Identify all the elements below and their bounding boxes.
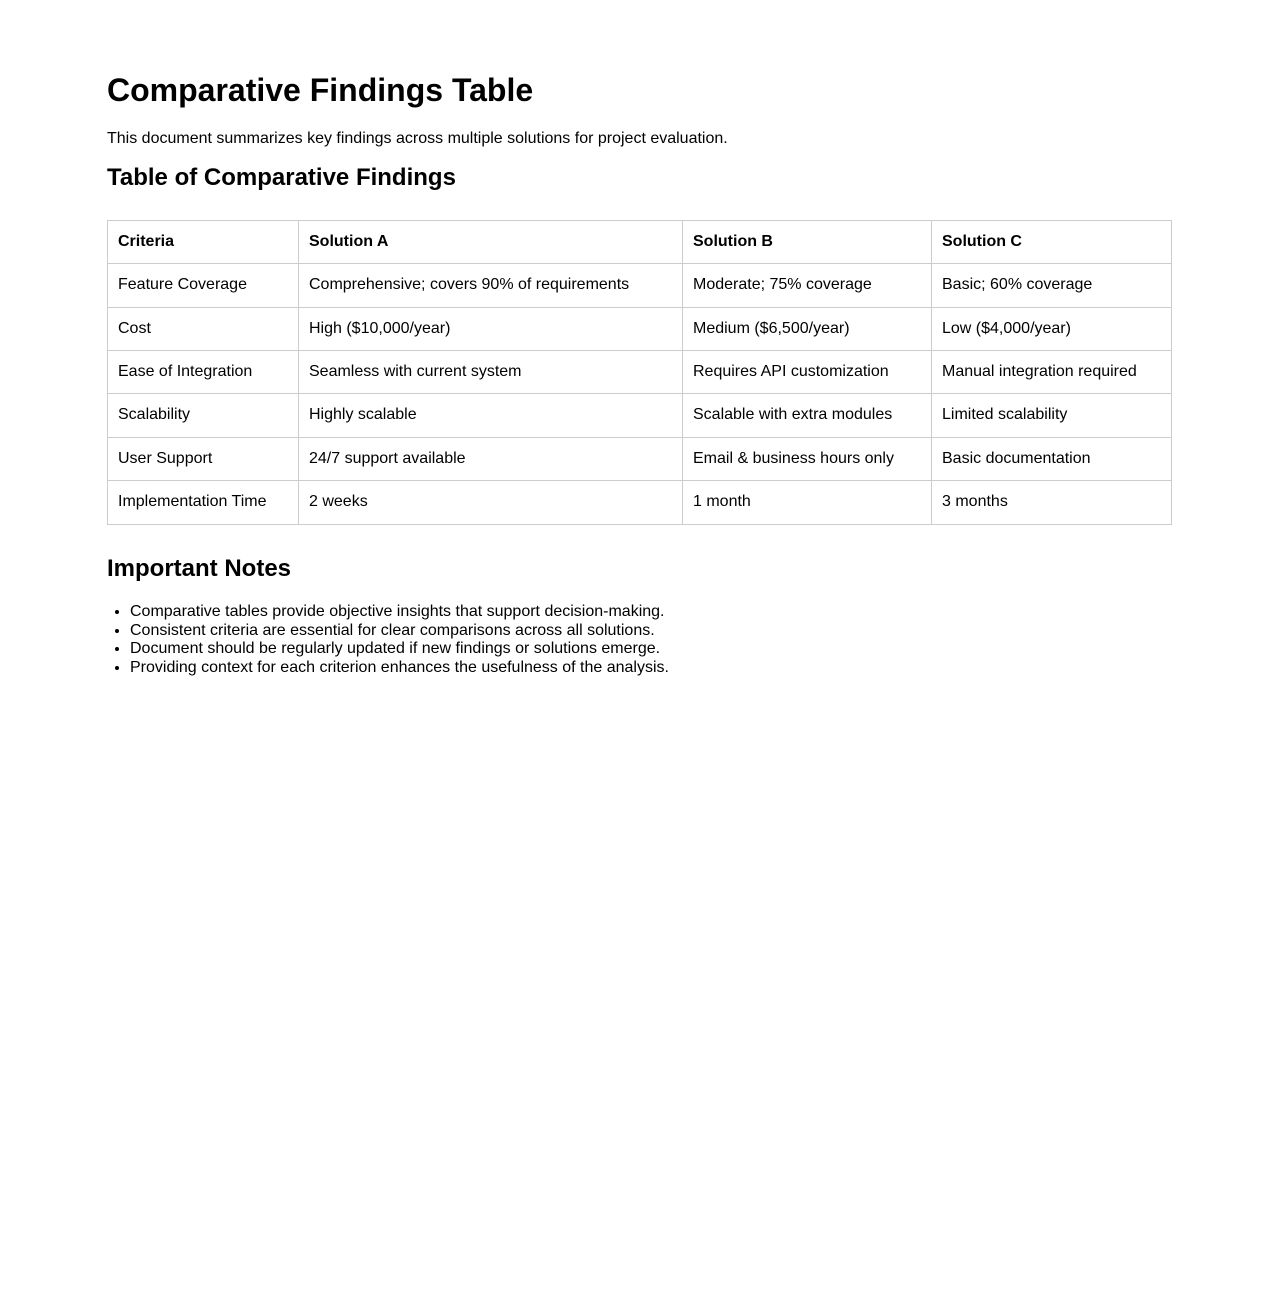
- value-cell: Highly scalable: [299, 394, 683, 437]
- table-column-header: Criteria: [108, 220, 299, 263]
- table-row: [108, 481, 1172, 524]
- value-cell: Seamless with current system: [299, 350, 683, 393]
- table-header-row: [108, 220, 1172, 263]
- criteria-cell: Scalability: [108, 394, 299, 437]
- note-item: • Comparative tables provide objective insights that support decision-making.: [130, 603, 1171, 622]
- value-cell: 24/7 support available: [299, 437, 683, 480]
- value-cell: Low ($4,000/year): [932, 307, 1172, 350]
- table-row: [108, 394, 1172, 437]
- value-cell: Basic documentation: [932, 437, 1172, 480]
- value-cell: 1 month: [683, 481, 932, 524]
- note-item: • Providing context for each criterion enhances the usefulness of the analysis.: [130, 659, 1171, 678]
- value-cell: Scalable with extra modules: [683, 394, 932, 437]
- intro-text: This document summarizes key findings across multiple solutions for project evaluation.: [107, 129, 728, 147]
- notes-list: [107, 603, 1171, 677]
- value-cell: Medium ($6,500/year): [683, 307, 932, 350]
- value-cell: Limited scalability: [932, 394, 1172, 437]
- criteria-cell: User Support: [108, 437, 299, 480]
- value-cell: Manual integration required: [932, 350, 1172, 393]
- value-cell: Requires API customization: [683, 350, 932, 393]
- table-row: [108, 264, 1172, 307]
- value-cell: 2 weeks: [299, 481, 683, 524]
- value-cell: Email & business hours only: [683, 437, 932, 480]
- table-section-heading: Table of Comparative Findings: [107, 164, 456, 192]
- table-column-header: Solution A: [299, 220, 683, 263]
- comparative-findings-table: [107, 220, 1172, 525]
- value-cell: Comprehensive; covers 90% of requirements: [299, 264, 683, 307]
- table-row: [108, 437, 1172, 480]
- table-row: [108, 350, 1172, 393]
- criteria-cell: Feature Coverage: [108, 264, 299, 307]
- note-item: • Consistent criteria are essential for clear comparisons across all solutions.: [130, 622, 1171, 641]
- table-column-header: Solution C: [932, 220, 1172, 263]
- criteria-cell: Ease of Integration: [108, 350, 299, 393]
- criteria-cell: Implementation Time: [108, 481, 299, 524]
- notes-section-heading: Important Notes: [107, 554, 292, 582]
- note-item: • Document should be regularly updated if new findings or solutions emerge.: [130, 640, 1171, 659]
- value-cell: Basic; 60% coverage: [932, 264, 1172, 307]
- value-cell: Moderate; 75% coverage: [683, 264, 932, 307]
- value-cell: High ($10,000/year): [299, 307, 683, 350]
- value-cell: 3 months: [932, 481, 1172, 524]
- table-column-header: Solution B: [683, 220, 932, 263]
- criteria-cell: Cost: [108, 307, 299, 350]
- table-row: [108, 307, 1172, 350]
- page-title: Comparative Findings Table: [107, 72, 534, 108]
